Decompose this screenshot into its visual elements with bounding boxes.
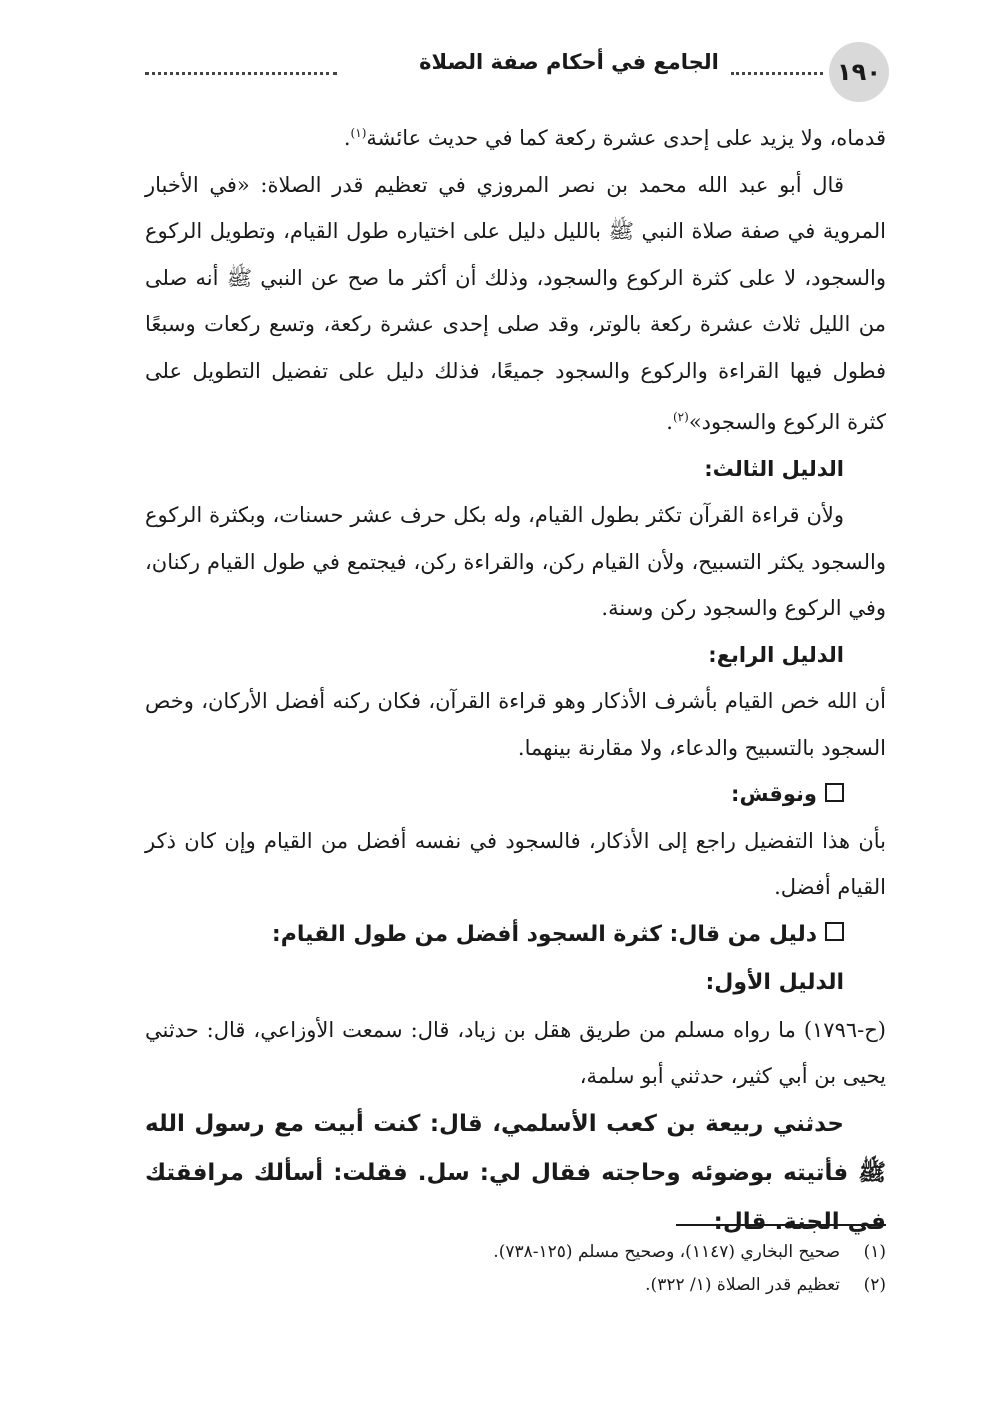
paragraph-text: قال أبو عبد الله محمد بن نصر المروزي في تعظيم قدر الصلاة: «في الأخبار المروية في صفة صلاة النبي ﷺ بالليل دليل على اختياره طول القيام، وتطويل الركوع والسجود، لا على كثرة الركوع والسجود، وذلك أن أكثر ما صح عن النبي ﷺ أنه صلى من الليل ثلاث عشرة ركعة بالوتر، وقد صلى إحدى عشرة ركعة، وتسع ركعات وسبعًا فطول فيها القراءة والركوع والسجود جميعًا، فذلك دليل على تفضيل التطويل على كثرة الركوع والسجود»	[145, 172, 886, 434]
footnote-number: (٢)	[863, 1275, 886, 1295]
footnote-number: (١)	[863, 1242, 886, 1262]
footnote	[145, 1236, 886, 1269]
paragraph: قال أبو عبد الله محمد بن نصر المروزي في تعظيم قدر الصلاة: «في الأخبار المروية في صفة صلاة النبي ﷺ بالليل دليل على اختياره طول القيام، وتطويل الركوع والسجود، لا على كثرة الركوع والسجود، وذلك أن أكثر ما صح عن النبي ﷺ أنه صلى من الليل ثلاث عشرة ركعة بالوتر، وقد صلى إحدى عشرة ركعة، وتسع ركعات وسبعًا فطول فيها القراءة والركوع والسجود جميعًا، فذلك دليل على تفضيل التطويل على كثرة الركوع والسجود»$^{(٢)}$.	[145, 172, 886, 434]
section-heading: الدليل الرابع:	[708, 642, 844, 667]
heading-text: دليل من قال: كثرة السجود أفضل من طول القيام:	[271, 921, 817, 947]
section-heading: الدليل الثالث:	[704, 456, 844, 481]
footnote-ref: (٢)	[672, 410, 689, 424]
paragraph: قدماه، ولا يزيد على إحدى عشرة ركعة كما في حديث عائشة$^{(١)}$.	[343, 126, 886, 150]
section-heading	[145, 771, 886, 818]
paragraph: ولأن قراءة القرآن تكثر بطول القيام، وله بكل حرف عشر حسنات، وبكثرة الركوع والسجود يكثر التسبيح، ولأن القيام ركن، والقراءة ركن، فيجتمع في طول القيام ركنان، وفي الركوع والسجود ركن وسنة.	[145, 503, 886, 620]
checkbox-icon	[825, 922, 844, 941]
page-header	[145, 40, 889, 104]
paragraph: (ح-١٧٩٦) ما رواه مسلم من طريق هقل بن زياد، قال: سمعت الأوزاعي، قال: حدثني يحيى بن أبي كثير، حدثني أبو سلمة،	[145, 1017, 886, 1088]
footnote	[145, 1269, 886, 1302]
paragraph: أن الله خص القيام بأشرف الأذكار وهو قراءة القرآن، فكان ركنه أفضل الأركان، وخص السجود بالتسبيح والدعاء، ولا مقارنة بينهما.	[145, 689, 886, 760]
checkbox-icon	[825, 783, 844, 802]
header-dotted-rule-right	[731, 60, 823, 75]
book-title: الجامع في أحكام صفة الصلاة	[419, 50, 719, 74]
footnote-text: تعظيم قدر الصلاة (١/ ٣٢٢).	[645, 1275, 840, 1295]
heading-text: ونوقش:	[731, 782, 817, 806]
paragraph: بأن هذا التفضيل راجع إلى الأذكار، فالسجود في نفسه أفضل من القيام وإن كان ذكر القيام أفضل.	[145, 828, 886, 899]
paragraph-text: قدماه، ولا يزيد على إحدى عشرة ركعة كما في حديث عائشة	[366, 126, 886, 150]
section-heading	[145, 911, 886, 959]
page-number: ١٩٠	[829, 42, 889, 102]
section-heading: الدليل الأول:	[705, 969, 844, 995]
hadith-text: حدثني ربيعة بن كعب الأسلمي، قال: كنت أبيت مع رسول الله ﷺ فأتيته بوضوئه وحاجته فقال لي: سل. فقلت: أسألك مرافقتك في الجنة. قال:	[145, 1110, 886, 1235]
footnote-text: صحيح البخاري (١١٤٧)، وصحيح مسلم (١٢٥-٧٣٨).	[493, 1242, 840, 1262]
footnote-ref: (١)	[350, 126, 367, 140]
footnotes	[145, 1236, 886, 1302]
footnote-separator	[676, 1224, 886, 1226]
main-text	[145, 110, 886, 1247]
header-dotted-rule-left	[145, 60, 337, 75]
